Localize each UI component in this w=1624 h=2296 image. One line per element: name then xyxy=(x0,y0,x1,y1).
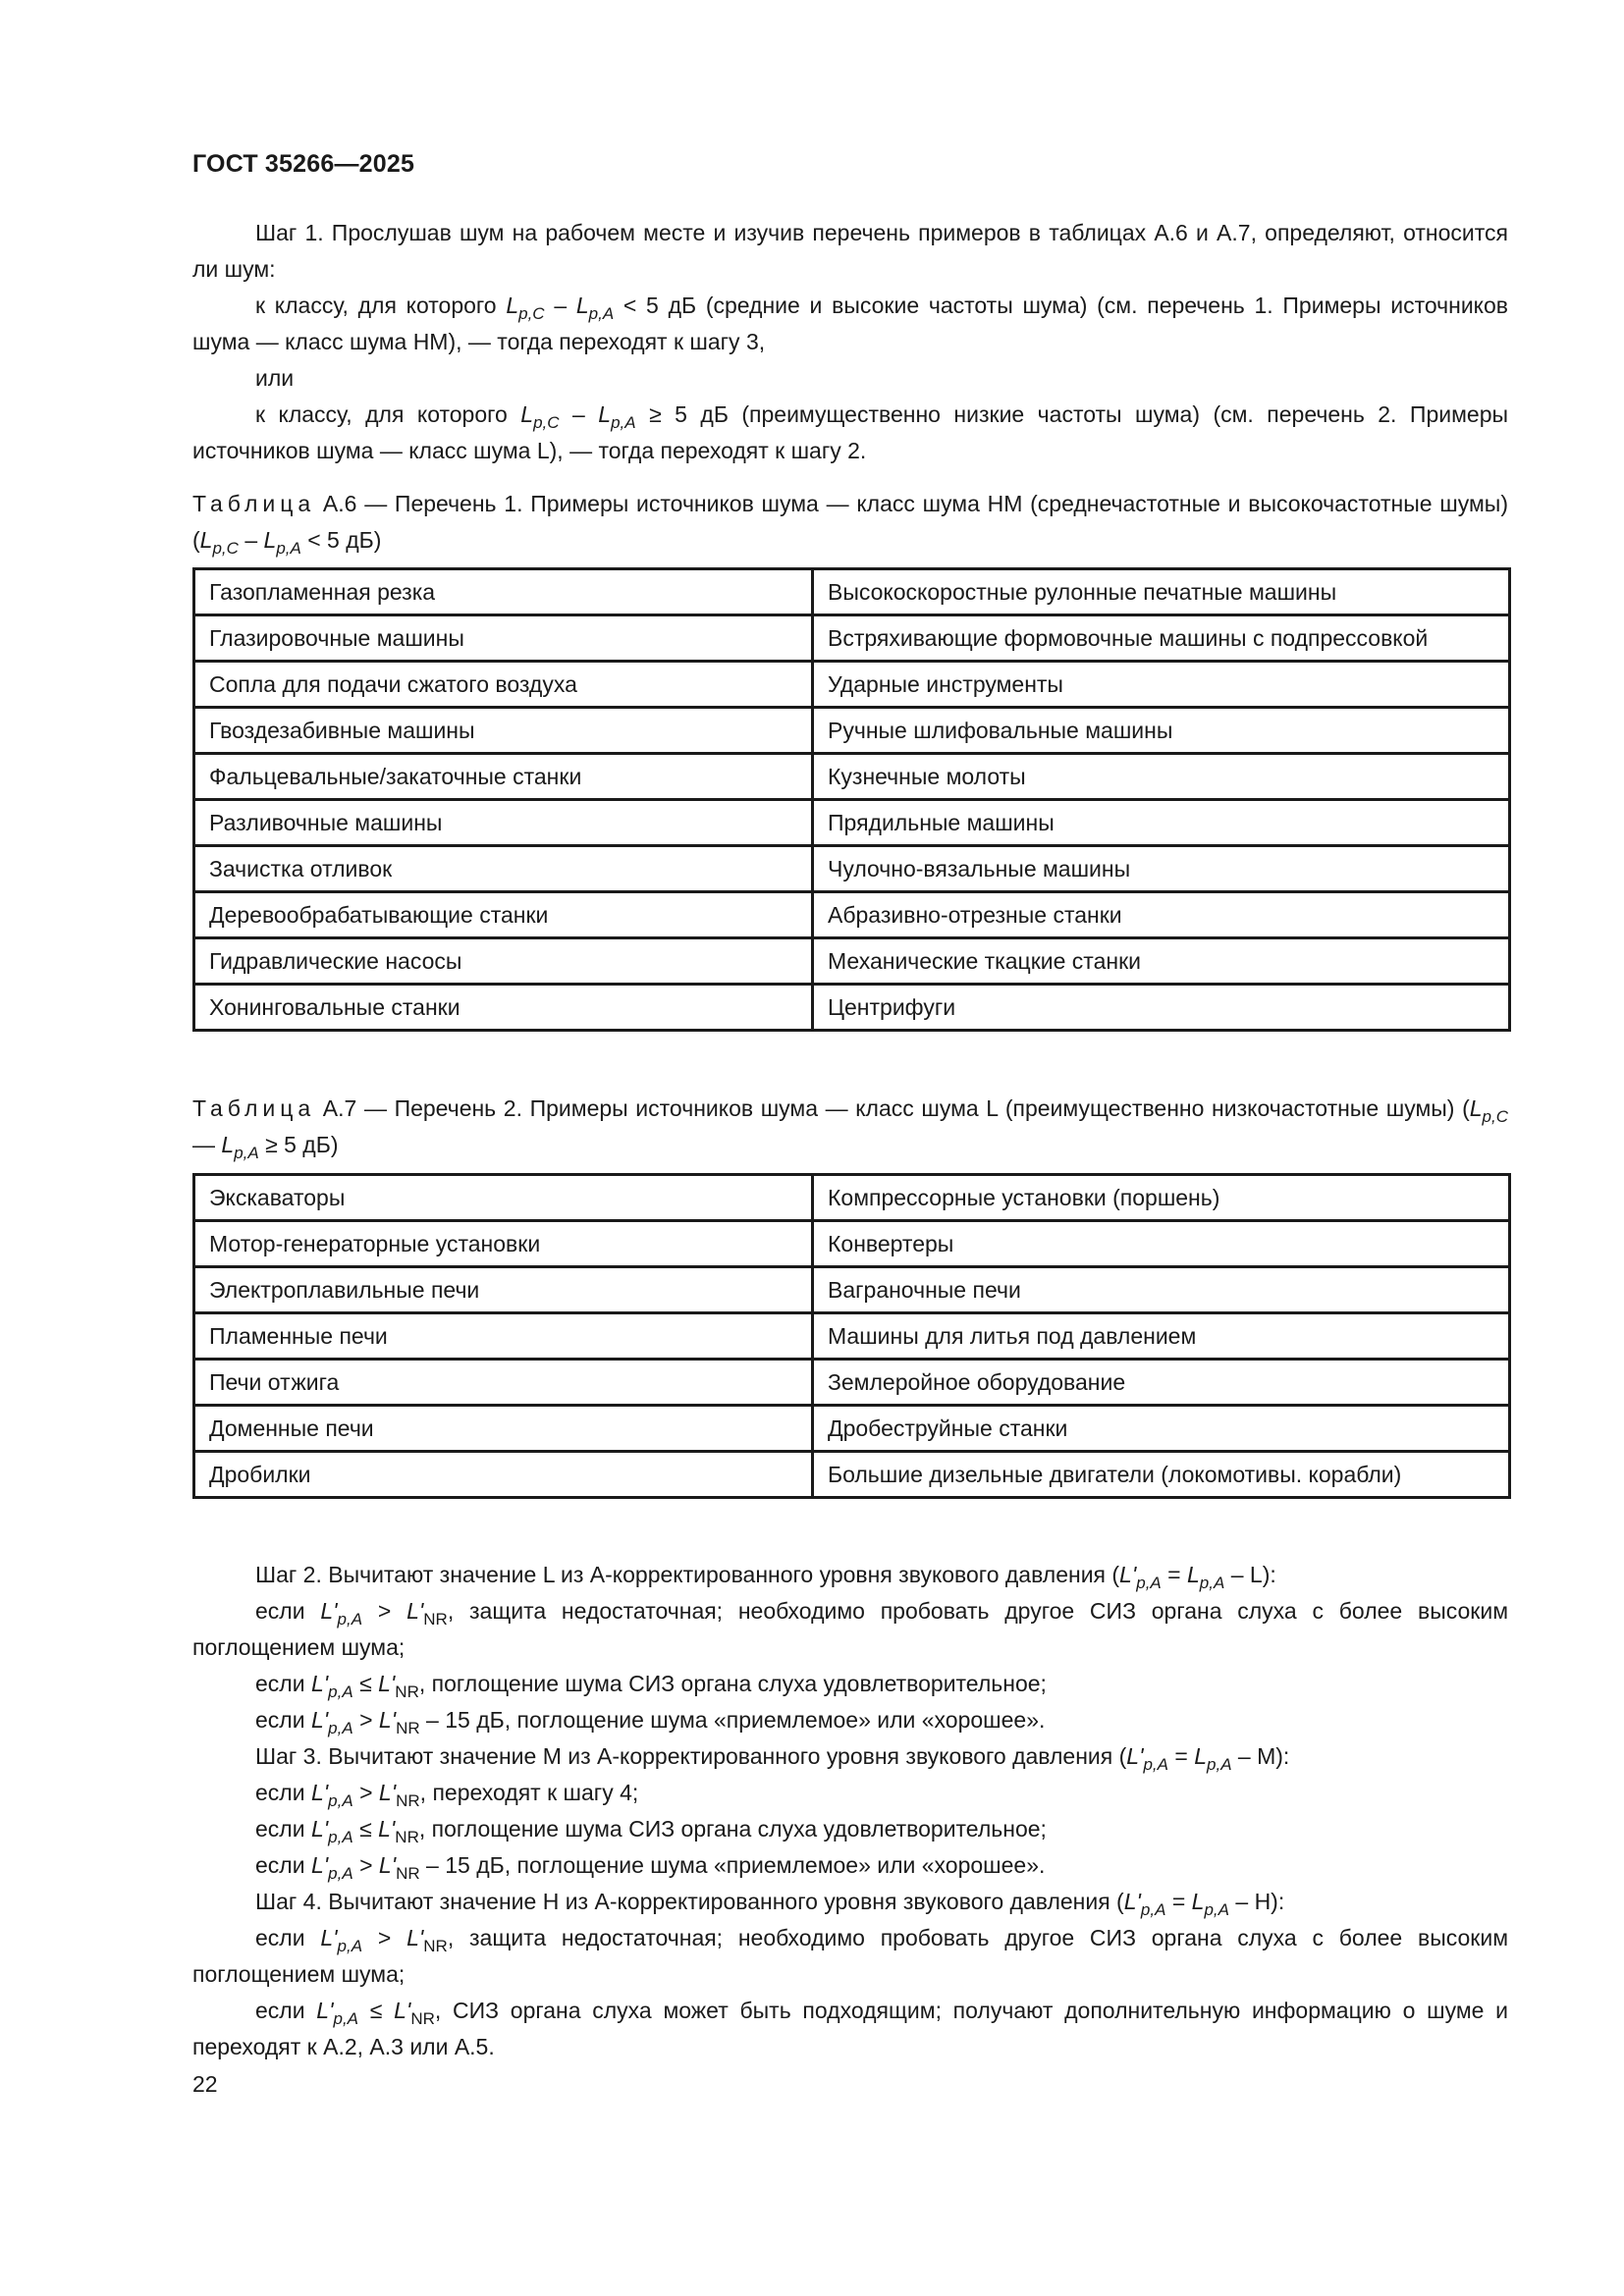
table-cell: Встряхивающие формовочные машины с подпрессовкой xyxy=(813,615,1510,662)
table-row xyxy=(194,1313,1510,1360)
table-row xyxy=(194,754,1510,800)
table-row xyxy=(194,615,1510,662)
table-row xyxy=(194,662,1510,708)
table-a6-caption: Таблица А.6 — Перечень 1. Примеры источников шума — класс шума НМ (среднечастотные и высокочастотные шумы) ($L_{p,C} - L_{p,A} < 5$ дБ) xyxy=(192,491,1508,558)
step2-condition-3: если $L'_{p,A} > L'_{NR} - 15$ дБ, поглощение шума «приемлемое» или «хорошее». xyxy=(255,1707,1046,1737)
table-cell: Землеройное оборудование xyxy=(813,1360,1510,1406)
step1-intro: Шаг 1. Прослушав шум на рабочем месте и изучив перечень примеров в таблицах А.6 и А.7, определяют, относится ли шум: xyxy=(192,220,1508,282)
table-row xyxy=(194,800,1510,846)
table-row xyxy=(194,1175,1510,1221)
table-row xyxy=(194,1406,1510,1452)
table-row xyxy=(194,569,1510,615)
step2-title: Шаг 2. Вычитают значение L из А-корректированного уровня звукового давления $(L'_{p,A} = L_{p,A} - L)$: xyxy=(255,1562,1276,1592)
page-number: 22 xyxy=(192,2071,218,2097)
table-label: Таблица xyxy=(192,1095,316,1121)
table-cell: Ударные инструменты xyxy=(813,662,1510,708)
table-cell: Разливочные машины xyxy=(194,800,813,846)
table-cell: Гвоздезабивные машины xyxy=(194,708,813,754)
table-cell: Высокоскоростные рулонные печатные машины xyxy=(813,569,1510,615)
table-cell: Механические ткацкие станки xyxy=(813,938,1510,985)
table-cell: Абразивно-отрезные станки xyxy=(813,892,1510,938)
table-cell: Чулочно-вязальные машины xyxy=(813,846,1510,892)
table-cell: Хонинговальные станки xyxy=(194,985,813,1031)
table-cell: Фальцевальные/закаточные станки xyxy=(194,754,813,800)
table-cell: Пламенные печи xyxy=(194,1313,813,1360)
table-cell: Компрессорные установки (поршень) xyxy=(813,1175,1510,1221)
table-a6 xyxy=(192,567,1508,1032)
step1-option2: к классу, для которого $L_{p,C} - L_{p,A} \ge 5$ дБ (преимущественно низкие частоты шума) (см. перечень 2. Примеры источников шума — класс шума L), — тогда переходят к шагу 2. xyxy=(192,401,1509,463)
table-cell: Сопла для подачи сжатого воздуха xyxy=(194,662,813,708)
table-cell: Печи отжига xyxy=(194,1360,813,1406)
step3-condition-3: если $L'_{p,A} > L'_{NR} - 15$ дБ, поглощение шума «приемлемое» или «хорошее». xyxy=(255,1852,1046,1883)
table-cell: Деревообрабатывающие станки xyxy=(194,892,813,938)
table-row xyxy=(194,1452,1510,1498)
table-cell: Машины для литья под давлением xyxy=(813,1313,1510,1360)
table-row xyxy=(194,708,1510,754)
step3-title: Шаг 3. Вычитают значение М из А-корректированного уровня звукового давления $(L'_{p,A} = L_{p,A} - М)$: xyxy=(255,1743,1290,1774)
step4-title: Шаг 4. Вычитают значение Н из А-корректированного уровня звукового давления $(L'_{p,A} = L_{p,A} - Н)$: xyxy=(255,1889,1285,1919)
step3-condition-1: если $L'_{p,A} > L'_{NR}$, переходят к шагу 4; xyxy=(255,1780,639,1810)
table-cell: Ваграночные печи xyxy=(813,1267,1510,1313)
table-cell: Гидравлические насосы xyxy=(194,938,813,985)
table-cell: Дробилки xyxy=(194,1452,813,1498)
table-cell: Электроплавильные печи xyxy=(194,1267,813,1313)
table-cell: Большие дизельные двигатели (локомотивы. корабли) xyxy=(813,1452,1510,1498)
table-cell: Доменные печи xyxy=(194,1406,813,1452)
step3-condition-2: если $L'_{p,A} \le L'_{NR}$, поглощение шума СИЗ органа слуха удовлетворительное; xyxy=(255,1816,1047,1846)
table-cell: Экскаваторы xyxy=(194,1175,813,1221)
table-a7-caption: Таблица А.7 — Перечень 2. Примеры источников шума — класс шума L (преимущественно низкочастотные шумы) ($L_{p,C}$ — $L_{p,A} \ge 5$ дБ) xyxy=(192,1095,1508,1162)
table-cell: Центрифуги xyxy=(813,985,1510,1031)
table-row xyxy=(194,892,1510,938)
table-cell: Газопламенная резка xyxy=(194,569,813,615)
step2-condition-2: если $L'_{p,A} \le L'_{NR}$, поглощение шума СИЗ органа слуха удовлетворительное; xyxy=(255,1671,1047,1701)
table-cell: Глазировочные машины xyxy=(194,615,813,662)
table-label: Таблица xyxy=(192,491,316,516)
table-row xyxy=(194,1221,1510,1267)
table-cell: Мотор-генераторные установки xyxy=(194,1221,813,1267)
step1-or: или xyxy=(255,365,295,391)
table-cell: Зачистка отливок xyxy=(194,846,813,892)
table-row xyxy=(194,985,1510,1031)
table-row xyxy=(194,1267,1510,1313)
table-a7 xyxy=(192,1173,1508,1499)
step1-section xyxy=(192,215,1508,469)
table-cell: Прядильные машины xyxy=(813,800,1510,846)
table-row xyxy=(194,938,1510,985)
table-row xyxy=(194,1360,1510,1406)
step2-condition-1: если $L'_{p,A} > L'_{NR}$, защита недостаточная; необходимо пробовать другое СИЗ органа слуха с более высоким поглощением шума; xyxy=(192,1598,1509,1660)
step4-condition-1: если $L'_{p,A} > L'_{NR}$, защита недостаточная; необходимо пробовать другое СИЗ органа слуха с более высоким поглощением шума; xyxy=(192,1925,1509,1987)
step4-condition-2: если $L'_{p,A} \le L'_{NR}$, СИЗ органа слуха может быть подходящим; получают дополнительную информацию о шуме и переходят к А.2, А.3 или А.5. xyxy=(192,1998,1509,2059)
steps-2-4-section xyxy=(192,1557,1508,2065)
table-cell: Конвертеры xyxy=(813,1221,1510,1267)
table-a7-grid xyxy=(192,1173,1511,1499)
table-a6-grid xyxy=(192,567,1511,1032)
table-row xyxy=(194,846,1510,892)
table-cell: Кузнечные молоты xyxy=(813,754,1510,800)
step1-option1: к классу, для которого $L_{p,C} - L_{p,A} < 5$ дБ (средние и высокие частоты шума) (см. перечень 1. Примеры источников шума — класс шума НМ), — тогда переходят к шагу 3, xyxy=(192,293,1508,354)
document-id-header: ГОСТ 35266—2025 xyxy=(192,150,415,178)
table-cell: Ручные шлифовальные машины xyxy=(813,708,1510,754)
table-cell: Дробеструйные станки xyxy=(813,1406,1510,1452)
